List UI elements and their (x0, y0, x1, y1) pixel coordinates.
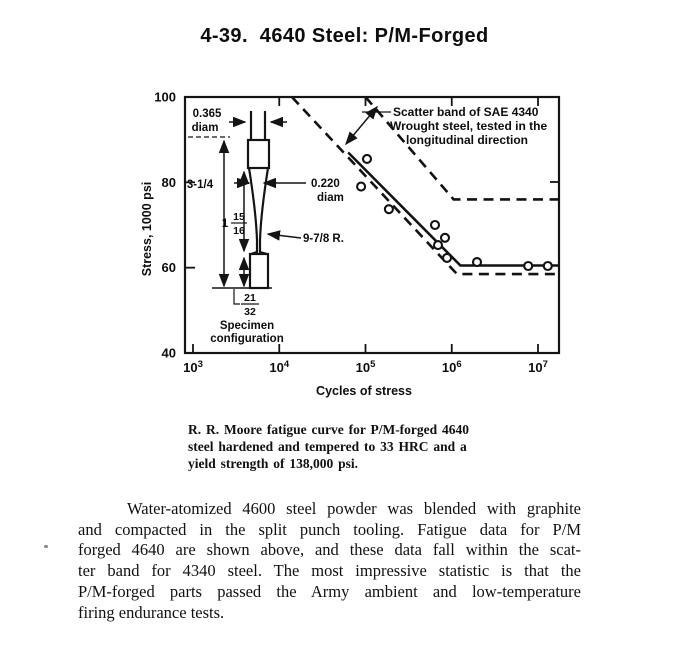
annotation-line-2: Wrought steel, tested in the (390, 119, 548, 133)
annotation-line-3: longitudinal direction (406, 133, 528, 147)
y-tick-label: 60 (161, 260, 176, 276)
specimen-top-grip (248, 140, 269, 168)
dim-arrow-radius (268, 234, 301, 238)
dim-gauge-numerator: 15 (233, 211, 245, 223)
data-point (434, 241, 442, 249)
x-tick-label: $10^4$ (269, 359, 290, 375)
x-axis-title: Cycles of stress (316, 384, 412, 398)
page-title: 4-39. 4640 Steel: P/M-Forged (200, 25, 489, 47)
scan-speck (44, 545, 48, 548)
data-point (357, 183, 365, 191)
specimen-taper-right (260, 168, 268, 254)
scatter-band-width-arrow (346, 107, 377, 144)
x-tick-label: $10^6$ (441, 359, 462, 375)
dim-dia-mid-unit: diam (317, 192, 344, 204)
dim-dia-top-value: 0.365 (192, 108, 222, 120)
text-line: Water-atomized 4600 steel powder was blended with graphite (127, 499, 581, 518)
text-line: and compacted in the split punch tooling. Fatigue data for P/M (78, 519, 581, 539)
data-point (441, 234, 449, 242)
dim-end-numerator: 21 (244, 292, 256, 304)
annotation-line-1: Scatter band of SAE 4340 (393, 105, 539, 119)
x-tick-label: $10^3$ (183, 359, 203, 375)
dim-gauge-whole: 1 (221, 218, 229, 230)
dim-gauge-denominator: 16 (233, 225, 245, 237)
data-point (443, 254, 451, 262)
dim-dia-mid-value: 0.220 (311, 178, 340, 190)
data-point (431, 221, 439, 229)
data-point (524, 262, 532, 270)
y-tick-label: 40 (161, 345, 176, 361)
data-point (363, 155, 371, 163)
text-line: yield strength of 138,000 psi. (188, 456, 359, 472)
specimen-top-neck (251, 111, 265, 140)
text-line: firing endurance tests. (78, 602, 225, 622)
y-axis-title: Stress, 1000 psi (140, 181, 154, 277)
text-line: forged 4640 are shown above, and these data fall within the scat- (78, 540, 581, 560)
specimen-drawing (187, 108, 344, 345)
dim-end-denominator: 32 (244, 306, 256, 318)
dim-radius-value: 9-7/8 R. (303, 233, 344, 245)
dim-overall-length-value: 3-1/4 (186, 179, 214, 191)
data-point (473, 258, 481, 266)
text-line: R. R. Moore fatigue curve for P/M-forged 4640 (188, 422, 470, 437)
text-line: ter band for 4340 steel. The most impressive statistic is that the (78, 561, 581, 581)
text-line: steel hardened and tempered to 33 HRC and a (188, 439, 467, 455)
fatigue-curve-line (348, 153, 559, 266)
dim-dia-top-unit: diam (191, 122, 219, 134)
data-point (385, 205, 393, 213)
specimen-bottom-grip (250, 254, 268, 288)
data-point (544, 262, 552, 270)
body-paragraph (78, 499, 581, 623)
y-tick-label: 100 (154, 89, 176, 105)
x-tick-label: $10^5$ (355, 359, 376, 375)
x-tick-label: $10^7$ (528, 359, 548, 375)
specimen-label-line-2: configuration (210, 333, 284, 345)
specimen-label-line-1: Specimen (219, 320, 275, 332)
dim-end-bracket (234, 289, 240, 304)
text-line: P/M-forged parts passed the Army ambient and low-temperature (78, 581, 581, 601)
specimen-taper-left (249, 168, 257, 254)
figure-caption (188, 421, 522, 473)
y-tick-label: 80 (161, 174, 176, 190)
